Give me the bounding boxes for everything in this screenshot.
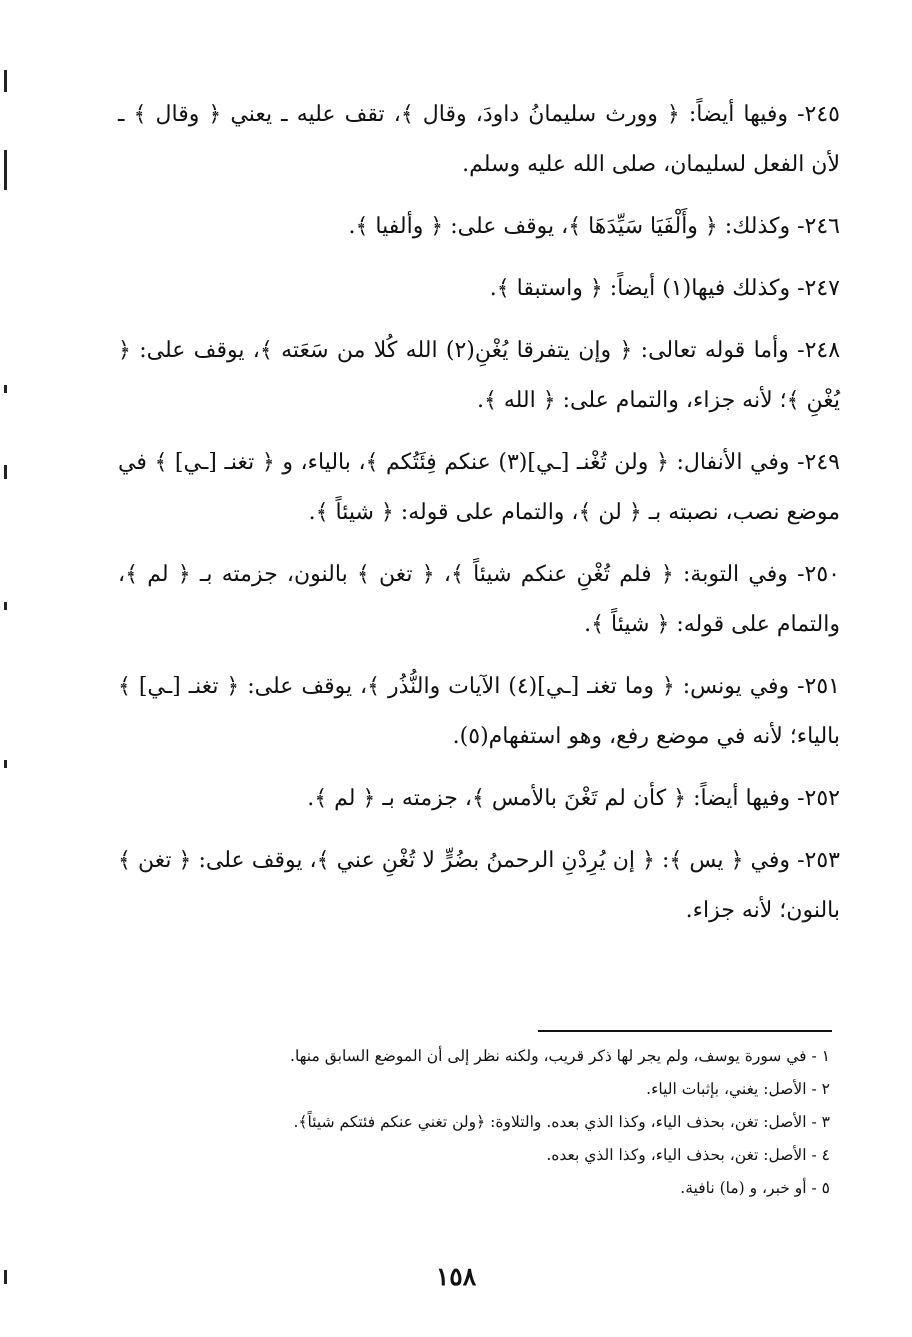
page-number: ١٥٨ [435, 1262, 477, 1291]
main-text [118, 90, 840, 948]
entry-246: ٢٤٦- وكذلك: ﴿ وأَلْفَيَا سَيِّدَهَا ﴾، يوقف على: ﴿ وألفيا ﴾. [348, 214, 840, 239]
footnotes [118, 1040, 830, 1205]
footnote-divider [538, 1030, 832, 1032]
entry-251: ٢٥١- وفي يونس: ﴿ وما تغنـ [ـي](٤) الآيات والنُّذُر ﴾، يوقف على: ﴿ تغنـ [ـي] ﴾ بالياء؛ لأنه في موضع رفع، وهو استفهام(٥). [118, 674, 840, 749]
entry-249: ٢٤٩- وفي الأنفال: ﴿ ولن تُغْنـ [ـي](٣) عنكم فِئَتُكم ﴾، بالياء، و ﴿ تغنـ [ـي] ﴾ في موضع نصب، نصبته بـ ﴿ لن ﴾، والتمام على قوله: ﴿ شيئاً ﴾. [118, 450, 840, 525]
entry-248: ٢٤٨- وأما قوله تعالى: ﴿ وإن يتفرقا يُغْنِ(٢) الله كُلا من سَعَته ﴾، يوقف على: ﴿ يُغْنِ ﴾؛ لأنه جزاء، والتمام على: ﴿ الله ﴾. [118, 338, 841, 413]
entry-253: ٢٥٣- وفي ﴿ يس ﴾: ﴿ إن يُرِدْنِ الرحمنُ بضُرٍّ لا تُغْنِ عني ﴾، يوقف على: ﴿ تغن ﴾ بالنون؛ لأنه جزاء. [118, 848, 840, 923]
entry-247: ٢٤٧- وكذلك فيها(١) أيضاً: ﴿ واستبقا ﴾. [489, 276, 840, 301]
footnote-5: ٥ - أو خبر، و (ما) نافية. [680, 1179, 830, 1197]
entry-252: ٢٥٢- وفيها أيضاً: ﴿ كأن لم تَغْنَ بالأمس ﴾، جزمته بـ ﴿ لم ﴾. [307, 786, 840, 811]
footnote-3: ٣ - الأصل: تغن، بحذف الياء، وكذا الذي بعده. والتلاوة: ﴿ولن تغني عنكم فئتكم شيئاً﴾. [293, 1113, 830, 1131]
footnote-2: ٢ - الأصل: يغني، بإثبات الياء. [646, 1080, 830, 1098]
entry-245: ٢٤٥- وفيها أيضاً: ﴿ وورث سليمانُ داودَ، وقال ﴾، تقف عليه ـ يعني ﴿ وقال ﴾ ـ لأن الفعل لسليمان، صلى الله عليه وسلم. [118, 102, 840, 177]
footnote-1: ١ - في سورة يوسف، ولم يجر لها ذكر قريب، ولكنه نظر إلى أن الموضع السابق منها. [290, 1047, 830, 1065]
footnote-4: ٤ - الأصل: تغن، بحذف الياء، وكذا الذي بعده. [546, 1146, 830, 1164]
entry-250: ٢٥٠- وفي التوبة: ﴿ فلم تُغْنِ عنكم شيئاً ﴾، ﴿ تغن ﴾ بالنون، جزمته بـ ﴿ لم ﴾، والتمام على قوله: ﴿ شيئاً ﴾. [118, 562, 840, 637]
